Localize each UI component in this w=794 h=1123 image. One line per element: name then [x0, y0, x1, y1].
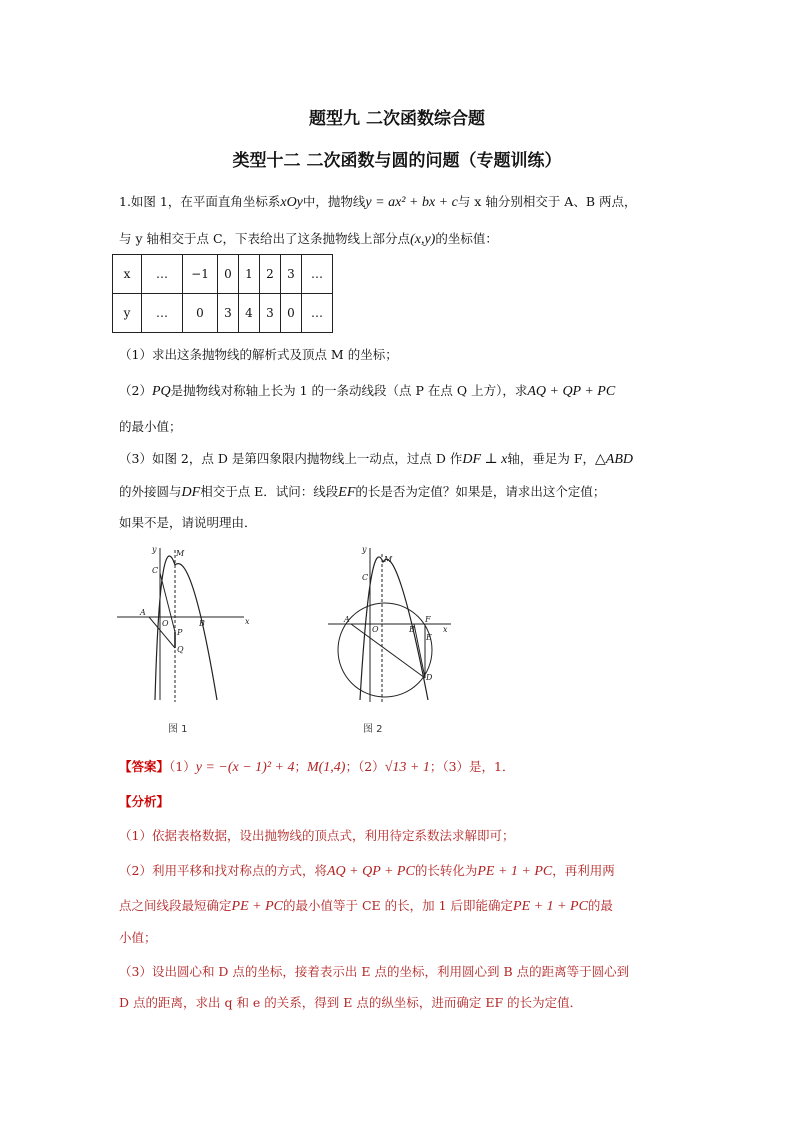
- answer-label: 【答案】: [119, 759, 170, 774]
- text: （2）: [119, 383, 152, 398]
- label-y: y: [152, 545, 157, 554]
- label-f: F: [425, 615, 431, 624]
- label-q: Q: [177, 645, 184, 654]
- table-row: [113, 255, 333, 294]
- question-3-end: 如果不是，请说明理由．: [119, 515, 257, 530]
- text: 轴，垂足为 F，: [507, 451, 596, 466]
- label-d: D: [426, 673, 433, 682]
- table-cell: 0: [183, 294, 218, 333]
- table-cell: 0: [218, 255, 239, 294]
- table-cell: …: [302, 294, 333, 333]
- label-c: C: [152, 566, 159, 575]
- math: DF: [181, 485, 201, 500]
- question-3-cont: [119, 482, 605, 501]
- table-cell: 3: [260, 294, 281, 333]
- segment-bd: [414, 624, 425, 678]
- table-row: [113, 294, 333, 333]
- label-m: M: [384, 555, 393, 564]
- answer-line: [119, 757, 514, 776]
- math: AQ + QP + PC: [326, 864, 415, 879]
- value-table: [112, 254, 333, 333]
- text: ，再利用两: [552, 863, 615, 878]
- text: （2）利用平移和找对称点的方式，将: [119, 863, 327, 878]
- text: ；: [294, 759, 307, 774]
- text: 的长是否为定值？如果是，请求出这个定值；: [355, 484, 606, 499]
- math: PE + PC: [231, 899, 283, 914]
- question-1: （1）求出这条抛物线的解析式及顶点 M 的坐标；: [119, 347, 398, 362]
- label-b: B: [199, 619, 205, 628]
- label-o: O: [372, 625, 379, 634]
- figure-2-caption: 图 2: [363, 724, 383, 735]
- label-e: E: [426, 633, 432, 642]
- math: AQ + QP + PC: [527, 384, 616, 399]
- analysis-line-4: 小值；: [119, 930, 157, 945]
- label-y: y: [362, 545, 367, 554]
- table-cell: 3: [218, 294, 239, 333]
- math: xOy: [280, 195, 303, 210]
- math: (x,y): [410, 232, 436, 247]
- math-parabola: y = ax² + bx + c: [365, 195, 458, 210]
- text: 的长转化为: [414, 863, 478, 878]
- text: （3）如图 2，点 D 是第四象限内抛物线上一动点，过点 D 作: [119, 451, 463, 466]
- figure-2: [325, 540, 455, 710]
- text: 的外接圆与: [119, 484, 182, 499]
- page-title: 题型九 二次函数综合题: [309, 109, 485, 129]
- text: 的最小值等于 CE 的长，加 1 后即能确定: [282, 898, 514, 913]
- analysis-line-5: （3）设出圆心和 D 点的坐标，接着表示出 E 点的坐标，利用圆心到 B 点的距离等于圆心到: [119, 964, 630, 979]
- question-2: [119, 381, 615, 400]
- figure-1: [112, 540, 252, 710]
- label-b: B: [409, 625, 415, 634]
- label-p: P: [177, 628, 183, 637]
- text: 1.如图 1，在平面直角坐标系: [119, 194, 281, 209]
- math: △ABD: [595, 452, 634, 467]
- text: 是抛物线对称轴上长为 1 的一条动线段（点 P 在点 Q 上方），求: [170, 383, 528, 398]
- math: PE + 1 + PC: [513, 899, 588, 914]
- math: DF ⊥ x: [462, 452, 508, 467]
- label-a: A: [344, 615, 350, 624]
- label-x: x: [245, 617, 250, 626]
- text: 与 y 轴相交于点 C，下表给出了这条抛物线上部分点: [119, 231, 411, 246]
- text: 点之间线段最短确定: [119, 898, 232, 913]
- label-m: M: [176, 549, 185, 558]
- analysis-line-3: [119, 896, 613, 915]
- label-a: A: [140, 608, 146, 617]
- table-cell: …: [142, 294, 183, 333]
- text: 的坐标值：: [435, 231, 498, 246]
- table-cell: 0: [281, 294, 302, 333]
- label-c: C: [362, 573, 369, 582]
- text: 与 x 轴分别相交于 A、B 两点，: [457, 194, 637, 209]
- table-cell: 1: [239, 255, 260, 294]
- table-cell: y: [113, 294, 142, 333]
- table-cell: −1: [183, 255, 218, 294]
- analysis-line-1: （1）依据表格数据，设出抛物线的顶点式，利用待定系数法求解即可；: [119, 828, 515, 843]
- label-x: x: [443, 625, 448, 634]
- math: √13 + 1: [384, 760, 430, 775]
- text: ；（2）: [345, 759, 385, 774]
- table-cell: 3: [281, 255, 302, 294]
- text: ；（3）是，1．: [429, 759, 515, 774]
- table-cell: 4: [239, 294, 260, 333]
- figure-1-caption: 图 1: [168, 724, 188, 735]
- table-cell: 2: [260, 255, 281, 294]
- math: PE + 1 + PC: [477, 864, 553, 879]
- table-cell: x: [113, 255, 142, 294]
- label-o: O: [162, 619, 169, 628]
- math: PQ: [151, 384, 171, 399]
- problem-line-2: [119, 229, 498, 248]
- math: M(1,4): [306, 760, 346, 775]
- text: 相交于点 E．试问：线段: [200, 484, 339, 499]
- text: （1）: [169, 759, 196, 774]
- math: EF: [338, 485, 356, 500]
- math: y = −(x − 1)² + 4: [195, 760, 295, 775]
- analysis-line-6: D 点的距离，求出 q 和 e 的关系，得到 E 点的纵坐标，进而确定 EF 的长为定值．: [119, 995, 583, 1010]
- analysis-line-2: [119, 861, 615, 880]
- page-subtitle: 类型十二 二次函数与圆的问题（专题训练）: [232, 151, 562, 171]
- table-cell: …: [142, 255, 183, 294]
- table-cell: …: [302, 255, 333, 294]
- text: 的最: [587, 898, 613, 913]
- text: 中，抛物线: [302, 194, 366, 209]
- question-3: [119, 449, 633, 468]
- question-2-cont: 的最小值；: [119, 419, 182, 434]
- problem-line-1: [119, 192, 637, 211]
- parabola-curve: [155, 556, 217, 700]
- analysis-label: 【分析】: [119, 794, 170, 809]
